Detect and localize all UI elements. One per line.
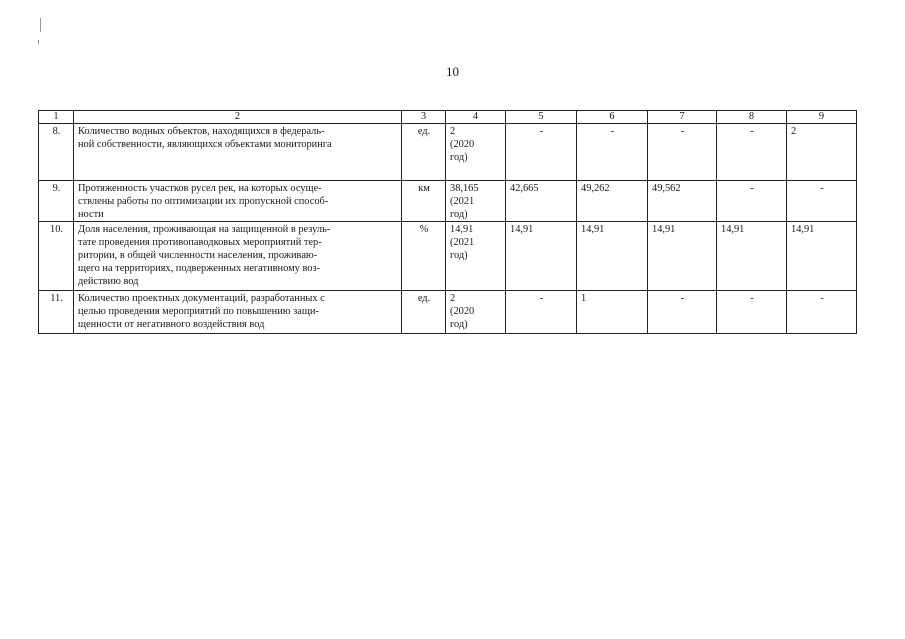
indicator-name-line: тате проведения противопаводковых мероприятий тер- xyxy=(78,237,322,249)
value-cell: 2 xyxy=(787,124,857,181)
header-cell: 1 xyxy=(39,111,74,124)
base-value-line: год) xyxy=(450,208,468,220)
value-cell: - xyxy=(717,124,787,181)
header-cell: 5 xyxy=(506,111,577,124)
value-cell: - xyxy=(506,291,577,334)
header-cell: 6 xyxy=(577,111,648,124)
base-value-line: (2020 xyxy=(450,306,475,318)
header-cell: 9 xyxy=(787,111,857,124)
value-cell: - xyxy=(648,124,717,181)
indicator-name-line: ной собственности, являющихся объектами мониторинга xyxy=(78,138,332,150)
base-value-line: 2 xyxy=(450,293,456,305)
base-value-cell xyxy=(446,181,506,222)
value-cell: 49,262 xyxy=(577,181,648,222)
header-cell: 2 xyxy=(74,111,402,124)
base-value-cell xyxy=(446,222,506,291)
row-number: 10. xyxy=(39,222,74,291)
indicator-name-line: действию вод xyxy=(78,275,139,287)
indicator-name xyxy=(74,124,402,181)
value-cell: 1 xyxy=(577,291,648,334)
value-cell: 14,91 xyxy=(787,222,857,291)
unit-cell: ед. xyxy=(402,124,446,181)
indicator-name-line: ритории, в общей численности населения, проживаю- xyxy=(78,249,318,261)
unit-cell: км xyxy=(402,181,446,222)
value-cell: - xyxy=(577,124,648,181)
indicator-name-line: щенности от негативного воздействия вод xyxy=(78,318,265,330)
value-cell: 14,91 xyxy=(717,222,787,291)
table-row xyxy=(39,291,857,334)
value-cell: - xyxy=(717,181,787,222)
header-cell: 4 xyxy=(446,111,506,124)
indicators-table xyxy=(38,110,857,334)
value-cell: 42,665 xyxy=(506,181,577,222)
page-number: 10 xyxy=(446,64,459,79)
indicator-name xyxy=(74,222,402,291)
value-cell: - xyxy=(787,181,857,222)
indicator-name-line: Протяженность участков русел рек, на которых осуще- xyxy=(78,183,322,194)
indicator-name-line: Количество водных объектов, находящихся в федераль- xyxy=(78,126,325,137)
value-cell: 14,91 xyxy=(648,222,717,291)
scan-mark xyxy=(38,40,39,44)
base-value-line: год) xyxy=(450,318,468,330)
value-cell: - xyxy=(648,291,717,334)
indicator-name-line: щего на территориях, подверженных негативному воз- xyxy=(78,262,321,274)
value-cell: - xyxy=(717,291,787,334)
header-cell: 8 xyxy=(717,111,787,124)
indicator-name-line: ности xyxy=(78,208,104,220)
unit-cell: % xyxy=(402,222,446,291)
table-row xyxy=(39,222,857,291)
header-cell: 3 xyxy=(402,111,446,124)
base-value-cell xyxy=(446,124,506,181)
indicator-name xyxy=(74,291,402,334)
value-cell: 14,91 xyxy=(577,222,648,291)
base-value-cell xyxy=(446,291,506,334)
row-number: 8. xyxy=(39,124,74,181)
header-row xyxy=(39,111,857,124)
value-cell: 49,562 xyxy=(648,181,717,222)
header-cell: 7 xyxy=(648,111,717,124)
scan-mark xyxy=(40,18,41,32)
unit-cell: ед. xyxy=(402,291,446,334)
value-cell: 14,91 xyxy=(506,222,577,291)
table-row xyxy=(39,124,857,181)
row-number: 11. xyxy=(39,291,74,334)
base-value-line: 38,165 xyxy=(450,183,479,194)
table-row xyxy=(39,181,857,222)
base-value-line: (2020 xyxy=(450,138,475,150)
indicator-name xyxy=(74,181,402,222)
indicator-name-line: Доля населения, проживающая на защищенной в резуль- xyxy=(78,224,331,236)
base-value-line: (2021 xyxy=(450,237,475,249)
indicator-name-line: Количество проектных документаций, разработанных с xyxy=(78,293,325,305)
base-value-line: (2021 xyxy=(450,195,475,207)
indicator-name-line: ствлены работы по оптимизации их пропускной способ- xyxy=(78,195,329,207)
base-value-line: 2 xyxy=(450,126,456,137)
value-cell: - xyxy=(787,291,857,334)
indicator-name-line: целью проведения мероприятий по повышению защи- xyxy=(78,306,319,318)
value-cell: - xyxy=(506,124,577,181)
base-value-line: 14,91 xyxy=(450,224,474,236)
base-value-line: год) xyxy=(450,249,468,261)
row-number: 9. xyxy=(39,181,74,222)
base-value-line: год) xyxy=(450,151,468,163)
